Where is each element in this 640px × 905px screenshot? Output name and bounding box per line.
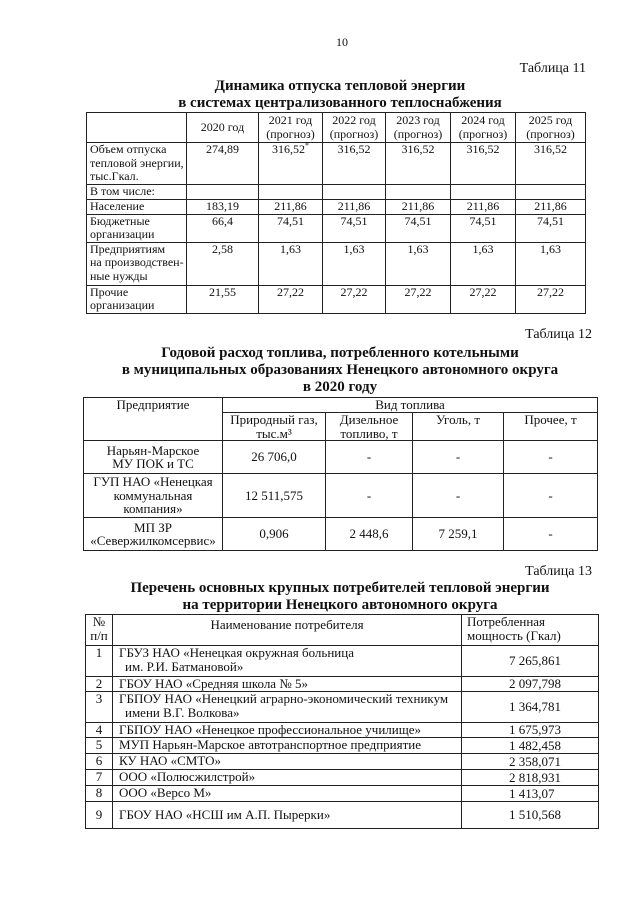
consumer-name-cell: ООО «Полюсжилстрой» xyxy=(113,770,462,786)
row-number-cell: 3 xyxy=(86,692,113,723)
table-12-row xyxy=(84,441,598,474)
table-13-row xyxy=(86,770,599,786)
consumer-name-header: Наименование потребителя xyxy=(113,615,462,646)
fuel-value-cell: 7 259,1 xyxy=(413,518,504,551)
year-header-2020: 2020 год xyxy=(187,113,259,143)
consumer-name-cell: ООО «Версо М» xyxy=(113,786,462,802)
table-13-row xyxy=(86,677,599,692)
year-value-cell: 316,52 xyxy=(386,143,451,185)
indicator-label-cell: Предприятиям на производствен- ные нужды xyxy=(87,242,187,285)
enterprise-cell: ГУП НАО «Ненецкая коммунальная компания» xyxy=(84,474,223,518)
table-11-header-row xyxy=(87,113,586,143)
table-11-row xyxy=(87,214,586,242)
consumed-power-cell: 1 510,568 xyxy=(462,802,599,829)
consumed-power-cell: 1 675,973 xyxy=(462,723,599,738)
year-value-cell: 27,22 xyxy=(323,285,386,313)
indicator-label-cell: Бюджетные организации xyxy=(87,214,187,242)
empty-cell xyxy=(516,184,586,199)
year-value-cell: 211,86 xyxy=(516,199,586,214)
enterprise-cell: МП ЗР «Севержилкомсервис» xyxy=(84,518,223,551)
fuel-value-cell: 26 706,0 xyxy=(223,441,326,474)
consumed-power-cell: 1 364,781 xyxy=(462,692,599,723)
row-number-cell: 7 xyxy=(86,770,113,786)
table-11-row xyxy=(87,143,586,185)
row-number-cell: 8 xyxy=(86,786,113,802)
other-fuel-header: Прочее, т xyxy=(504,413,598,441)
consumed-power-cell: 2 818,931 xyxy=(462,770,599,786)
consumer-name-cell: ГБУЗ НАО «Ненецкая окружная больница им. Р.И. Батмановой» xyxy=(113,646,462,677)
table-13-caption: Таблица 13 xyxy=(525,564,592,579)
table-11-caption: Таблица 11 xyxy=(519,61,586,76)
table-11-row xyxy=(87,285,586,313)
year-value-cell: 74,51 xyxy=(259,214,323,242)
row-number-cell: 9 xyxy=(86,802,113,829)
diesel-header: Дизельное топливо, т xyxy=(326,413,413,441)
year-value-cell: 1,63 xyxy=(259,242,323,285)
fuel-value-cell: - xyxy=(504,518,598,551)
year-value-cell: 211,86 xyxy=(259,199,323,214)
year-value-cell: 316,52 xyxy=(451,143,516,185)
table-13-row xyxy=(86,692,599,723)
consumer-name-cell: ГБПОУ НАО «Ненецкий аграрно-экономический техникум имени В.Г. Волкова» xyxy=(113,692,462,723)
table-13-body xyxy=(86,646,599,829)
table-13-header-row xyxy=(86,615,599,646)
table-13 xyxy=(85,614,599,829)
year-value-cell: 183,19 xyxy=(187,199,259,214)
consumer-name-cell: ГБОУ НАО «НСШ им А.П. Пырерки» xyxy=(113,802,462,829)
table-12-row xyxy=(84,518,598,551)
year-value-cell: 27,22 xyxy=(259,285,323,313)
year-header-2021: 2021 год (прогноз) xyxy=(259,113,323,143)
empty-cell xyxy=(187,184,259,199)
fuel-value-cell: - xyxy=(413,474,504,518)
row-number-cell: 2 xyxy=(86,677,113,692)
row-number-cell: 6 xyxy=(86,754,113,770)
consumed-power-cell: 2 097,798 xyxy=(462,677,599,692)
table-11-body xyxy=(87,143,586,314)
year-value-cell: 2,58 xyxy=(187,242,259,285)
year-value-cell: 211,86 xyxy=(451,199,516,214)
fuel-value-cell: - xyxy=(326,474,413,518)
empty-cell xyxy=(259,184,323,199)
table-12-row xyxy=(84,474,598,518)
year-value-cell: 27,22 xyxy=(516,285,586,313)
table-12-header-row xyxy=(84,398,598,413)
indicator-label-cell: Объем отпуска тепловой энергии, тыс.Гкал. xyxy=(87,143,187,185)
table-11-row xyxy=(87,184,586,199)
fuel-value-cell: - xyxy=(413,441,504,474)
fuel-value-cell: 12 511,575 xyxy=(223,474,326,518)
table-11-title: Динамика отпуска тепловой энергии в системах централизованного теплоснабжения xyxy=(178,78,502,111)
table-13-title: Перечень основных крупных потребителей тепловой энергии на территории Ненецкого автономного округа xyxy=(130,580,550,613)
table-11-row xyxy=(87,199,586,214)
year-value-cell: 74,51 xyxy=(516,214,586,242)
consumed-power-header: Потребленная мощность (Гкал) xyxy=(462,615,599,646)
fuel-value-cell: - xyxy=(504,441,598,474)
year-value-cell: 66,4 xyxy=(187,214,259,242)
page-number: 10 xyxy=(336,35,348,49)
consumed-power-cell: 1 413,07 xyxy=(462,786,599,802)
year-header-2023: 2023 год (прогноз) xyxy=(386,113,451,143)
table-12 xyxy=(83,397,598,551)
year-value-cell xyxy=(259,143,323,185)
coal-header: Уголь, т xyxy=(413,413,504,441)
row-number-cell: 5 xyxy=(86,738,113,754)
table-13-row xyxy=(86,754,599,770)
indicator-label-cell: В том числе: xyxy=(87,184,187,199)
consumer-name-cell: МУП Нарьян-Марское автотранспортное предприятие xyxy=(113,738,462,754)
year-value-cell: 21,55 xyxy=(187,285,259,313)
table-13-row xyxy=(86,786,599,802)
fuel-type-header: Вид топлива xyxy=(223,398,598,413)
fuel-value-cell: 2 448,6 xyxy=(326,518,413,551)
empty-cell xyxy=(323,184,386,199)
enterprise-cell: Нарьян-Марское МУ ПОК и ТС xyxy=(84,441,223,474)
year-header-2025: 2025 год (прогноз) xyxy=(516,113,586,143)
year-value-cell: 316,52 xyxy=(323,143,386,185)
consumer-name-cell: КУ НАО «СМТО» xyxy=(113,754,462,770)
table-11-row xyxy=(87,242,586,285)
consumer-name-cell: ГБОУ НАО «Средняя школа № 5» xyxy=(113,677,462,692)
year-value-cell: 1,63 xyxy=(451,242,516,285)
year-header-2022: 2022 год (прогноз) xyxy=(323,113,386,143)
table-12-title: Годовой расход топлива, потребленного котельными в муниципальных образованиях Ненецкого автономного округа в 2020 году xyxy=(121,345,559,395)
enterprise-header: Предприятие xyxy=(84,398,223,441)
year-value-cell: 316,52 xyxy=(516,143,586,185)
footnote-marker: * xyxy=(305,141,309,150)
table-13-row xyxy=(86,802,599,829)
year-value-cell: 27,22 xyxy=(386,285,451,313)
year-value-cell: 74,51 xyxy=(386,214,451,242)
value-text: 316,52 xyxy=(272,142,305,156)
year-header-2024: 2024 год (прогноз) xyxy=(451,113,516,143)
year-value-cell: 1,63 xyxy=(323,242,386,285)
table-13-row xyxy=(86,646,599,677)
year-value-cell: 1,63 xyxy=(516,242,586,285)
consumed-power-cell: 1 482,458 xyxy=(462,738,599,754)
empty-cell xyxy=(451,184,516,199)
table-13-row xyxy=(86,738,599,754)
fuel-value-cell: 0,906 xyxy=(223,518,326,551)
year-value-cell: 211,86 xyxy=(323,199,386,214)
year-value-cell: 211,86 xyxy=(386,199,451,214)
consumer-name-cell: ГБПОУ НАО «Ненецкое профессиональное училище» xyxy=(113,723,462,738)
year-value-cell: 27,22 xyxy=(451,285,516,313)
year-value-cell: 274,89 xyxy=(187,143,259,185)
header-corner-cell xyxy=(87,113,187,143)
table-13-row xyxy=(86,723,599,738)
table-12-body xyxy=(84,441,598,551)
fuel-value-cell: - xyxy=(326,441,413,474)
consumed-power-cell: 2 358,071 xyxy=(462,754,599,770)
year-value-cell: 74,51 xyxy=(451,214,516,242)
year-value-cell: 74,51 xyxy=(323,214,386,242)
indicator-label-cell: Население xyxy=(87,199,187,214)
consumed-power-cell: 7 265,861 xyxy=(462,646,599,677)
row-number-cell: 1 xyxy=(86,646,113,677)
indicator-label-cell: Прочие организации xyxy=(87,285,187,313)
table-12-caption: Таблица 12 xyxy=(525,327,592,342)
empty-cell xyxy=(386,184,451,199)
row-number-cell: 4 xyxy=(86,723,113,738)
fuel-value-cell: - xyxy=(504,474,598,518)
table-11 xyxy=(86,112,586,314)
year-value-cell: 1,63 xyxy=(386,242,451,285)
row-number-header: № п/п xyxy=(86,615,113,646)
natural-gas-header: Природный газ, тыс.м³ xyxy=(223,413,326,441)
